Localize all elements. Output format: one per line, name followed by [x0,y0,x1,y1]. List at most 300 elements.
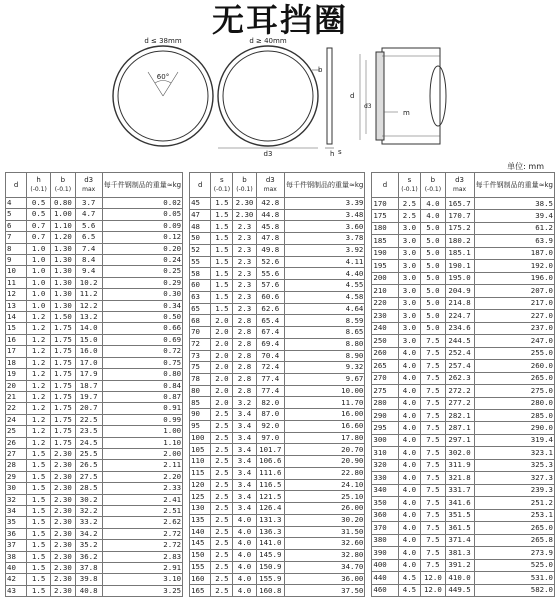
table-cell: 1.00 [51,209,76,220]
table-row [190,374,365,386]
table-cell: 1.30 [51,289,76,300]
column-header [51,173,76,198]
table-cell: 3.25 [102,585,182,596]
table-cell: 2.5 [211,409,233,421]
table-cell: 100 [190,432,211,444]
table-cell: 17.80 [284,432,364,444]
table-cell: 38 [6,551,27,562]
table-cell: 325.3 [474,459,554,471]
table-cell: 5.0 [421,297,445,309]
table-cell: 55.6 [256,268,284,280]
table-cell: 5.0 [421,247,445,259]
table-row [6,346,183,357]
table-cell: 130 [190,503,211,515]
table-cell: 1.75 [51,334,76,345]
table-cell: 3.0 [398,260,421,272]
table-cell: 2.30 [233,209,256,221]
table-cell: 4.0 [398,497,421,509]
table-row [6,209,183,220]
table-cell: 42 [6,574,27,585]
table-cell: 247.0 [474,335,554,347]
table-row [6,426,183,437]
table-row [6,403,183,414]
column-header-label: d [13,180,19,189]
table-cell: 32.80 [284,550,364,562]
table-cell: 35.2 [75,540,102,551]
table-cell: 3.4 [233,467,256,479]
column-header [190,173,211,198]
table-cell: 2.0 [211,350,233,362]
column-header-label: d3 [455,176,464,184]
table-cell: 2.5 [211,432,233,444]
column-header-sub: (-0.1) [401,186,418,193]
table-row [190,291,365,303]
table-cell: 290.0 [474,422,554,434]
table-cell: 381.3 [445,547,474,559]
table-cell: 2.72 [102,540,182,551]
table-cell: 1.5 [211,233,233,245]
table-cell: 3.4 [233,444,256,456]
table-cell: 224.7 [445,310,474,322]
table-cell: 4.58 [284,291,364,303]
column-header [398,173,421,198]
column-header [75,173,102,198]
table-row [190,338,365,350]
table-cell: 136.3 [256,526,284,538]
table-cell: 1.5 [211,268,233,280]
table-cell: 2.72 [102,528,182,539]
table-cell: 237.0 [474,322,554,334]
table-cell: 126.4 [256,503,284,515]
table-cell: 252.4 [445,347,474,359]
table-cell: 1.00 [102,426,182,437]
dim-m-label: m [403,109,410,117]
table-cell: 61.2 [474,222,554,234]
table-row [190,420,365,432]
table-row [190,327,365,339]
table-cell: 2.0 [211,315,233,327]
table-cell: 7.5 [421,509,445,521]
table-cell: 2.5 [211,420,233,432]
table-row [190,221,365,233]
table-cell: 2.0 [211,385,233,397]
table-cell: 47.8 [256,233,284,245]
table-cell: 12.0 [421,572,445,584]
table-cell: 5.0 [421,285,445,297]
table-cell: 2.5 [211,444,233,456]
table-cell: 27 [6,448,27,459]
table-cell: 1.30 [51,300,76,311]
table-cell: 4.0 [398,559,421,571]
table-row [372,198,555,210]
spec-table-2 [189,172,365,597]
table-cell: 7 [6,232,27,243]
table-cell: 22.80 [284,467,364,479]
table-cell: 92.0 [256,420,284,432]
table-cell: 440 [372,572,398,584]
table-cell: 400 [372,559,398,571]
table-cell: 275.0 [474,385,554,397]
table-cell: 1.5 [27,540,51,551]
table-cell: 10 [6,266,27,277]
table-cell: 1.5 [27,448,51,459]
table-cell: 11.2 [75,289,102,300]
column-header [102,173,182,198]
table-cell: 531.0 [474,572,554,584]
table-cell: 257.4 [445,360,474,372]
table-cell: 49.8 [256,244,284,256]
table-cell: 2.11 [102,460,182,471]
table-cell: 3.4 [233,479,256,491]
table-cell: 8.90 [284,350,364,362]
table-cell: 2.3 [233,256,256,268]
table-cell: 2.30 [51,494,76,505]
table-row [190,491,365,503]
table-row [190,233,365,245]
table-row [372,472,555,484]
table-cell: 75 [190,362,211,374]
table-cell: 310 [372,447,398,459]
table-cell: 272.2 [445,385,474,397]
table-cell: 1.75 [51,391,76,402]
table-cell: 341.6 [445,497,474,509]
table-cell: 90 [190,409,211,421]
table-cell: 2.0 [211,327,233,339]
table-cell: 95 [190,420,211,432]
table-cell: 65 [190,303,211,315]
table-row [190,268,365,280]
table-cell: 32.60 [284,538,364,550]
table-row [190,385,365,397]
table-cell: 12.0 [421,584,445,597]
table-cell: 1.10 [51,220,76,231]
table-cell: 234.6 [445,322,474,334]
table-cell: 3.4 [233,432,256,444]
table-cell: 19.7 [75,391,102,402]
table-cell: 1.20 [51,232,76,243]
table-row [6,289,183,300]
table-cell: 12.2 [75,300,102,311]
table-cell: 0.7 [27,232,51,243]
column-header [372,173,398,198]
table-cell: 3.0 [398,310,421,322]
table-row [372,210,555,222]
table-cell: 33.2 [75,517,102,528]
table-cell: 1.2 [27,426,51,437]
table-cell: 0.87 [102,391,182,402]
table-cell: 217.0 [474,297,554,309]
table-cell: 13.2 [75,312,102,323]
table-cell: 2.30 [51,574,76,585]
table-cell: 3.4 [233,420,256,432]
table-cell: 327.3 [474,472,554,484]
table-cell: 2.0 [211,374,233,386]
table-row [6,334,183,345]
table-cell: 1.2 [27,323,51,334]
table-row [372,584,555,597]
table-cell: 26 [6,437,27,448]
dim-h-label: h [330,150,335,158]
table-cell: 4.0 [398,459,421,471]
table-cell: 63 [190,291,211,303]
table-cell: 390 [372,547,398,559]
table-cell: 30.2 [75,494,102,505]
table-cell: 525.0 [474,559,554,571]
table-cell: 285.0 [474,409,554,421]
table-cell: 2.41 [102,494,182,505]
table-cell: 73 [190,350,211,362]
table-cell: 7.5 [421,459,445,471]
column-header-sub: (-0.1) [30,186,47,193]
table-cell: 4.0 [398,409,421,421]
table-row [372,509,555,521]
table-cell: 361.5 [445,522,474,534]
dim-s-label: s [338,148,342,156]
table-cell: 1.5 [27,517,51,528]
table-cell: 4.0 [398,522,421,534]
table-cell: 25.5 [75,448,102,459]
table-cell: 8.4 [75,255,102,266]
table-row [6,585,183,596]
table-cell: 2.8 [233,315,256,327]
table-cell: 28.5 [75,483,102,494]
table-cell: 3.4 [233,456,256,468]
table-cell: 60 [190,280,211,292]
table-row [190,244,365,256]
table-row [190,315,365,327]
table-row [372,285,555,297]
table-cell: 34.2 [75,528,102,539]
column-header-label: s [220,176,224,184]
table-cell: 1.5 [211,221,233,233]
table-row [190,585,365,597]
table-cell: 1.5 [27,563,51,574]
table-cell: 1.30 [51,277,76,288]
table-cell: 2.3 [233,280,256,292]
table-cell: 204.9 [445,285,474,297]
table-cell: 69.4 [256,338,284,350]
table-row [6,266,183,277]
table-cell: 3.92 [284,244,364,256]
column-header-sub: (-0.1) [213,186,231,193]
table-cell: 260.0 [474,360,554,372]
table-cell: 7.5 [421,484,445,496]
table-row [6,220,183,231]
table-cell: 87.0 [256,409,284,421]
shaft-assembly-view [350,48,446,144]
large-ring-label: d ≥ 40mm [249,37,287,45]
table-cell: 1.2 [27,414,51,425]
table-row [190,538,365,550]
table-cell: 17 [6,346,27,357]
table-cell: 3.0 [398,247,421,259]
column-header-label: b [430,176,436,184]
table-cell: 131.3 [256,514,284,526]
table-cell: 48 [190,221,211,233]
table-row [190,432,365,444]
column-header [445,173,474,198]
table-cell: 2.30 [51,528,76,539]
table-cell: 1.5 [27,471,51,482]
table-cell: 0.80 [102,369,182,380]
table-cell: 2.0 [211,397,233,409]
table-cell: 52 [190,244,211,256]
table-cell: 7.5 [421,385,445,397]
table-cell: 7.5 [421,335,445,347]
table-row [6,391,183,402]
table-cell: 23.5 [75,426,102,437]
table-cell: 4.5 [398,572,421,584]
table-cell: 2.30 [51,517,76,528]
table-cell: 3.4 [233,491,256,503]
table-cell: 370 [372,522,398,534]
table-cell: 2.3 [233,221,256,233]
table-cell: 2.3 [233,233,256,245]
table-cell: 5.0 [421,322,445,334]
table-cell: 4.0 [398,534,421,546]
table-cell: 9.4 [75,266,102,277]
table-cell: 22 [6,403,27,414]
table-cell: 17.0 [75,357,102,368]
table-cell: 253.1 [474,509,554,521]
table-cell: 121.5 [256,491,284,503]
table-cell: 2.30 [51,563,76,574]
table-cell: 5.0 [421,260,445,272]
spec-table-3 [371,172,555,597]
table-cell: 0.20 [102,243,182,254]
table-cell: 0.84 [102,380,182,391]
table-cell: 3.0 [398,335,421,347]
table-cell: 1.75 [51,357,76,368]
table-cell: 4.0 [233,550,256,562]
table-cell: 29 [6,471,27,482]
table-cell: 185 [372,235,398,247]
table-cell: 82.0 [256,397,284,409]
table-cell: 9.67 [284,374,364,386]
column-header-label: 每千件钢制品的重量≈kg [103,180,182,189]
table-cell: 1.2 [27,312,51,323]
table-cell: 1.2 [27,380,51,391]
table-cell: 4.0 [398,434,421,446]
table-cell: 1.75 [51,346,76,357]
table-cell: 1.75 [51,437,76,448]
column-header-label: 每千件钢制品的重量≈kg [475,180,553,189]
table-cell: 2.5 [211,467,233,479]
table-cell: 40.8 [75,585,102,596]
table-cell: 0.80 [51,198,76,209]
table-cell: 4.64 [284,303,364,315]
table-cell: 195 [372,260,398,272]
table-row [6,517,183,528]
table-cell: 125 [190,491,211,503]
spec-tables [5,172,555,597]
table-cell: 1.0 [27,255,51,266]
table-cell: 4.55 [284,280,364,292]
table-cell: 165 [190,585,211,597]
table-cell: 2.83 [102,551,182,562]
table-cell: 1.0 [27,243,51,254]
table-row [372,372,555,384]
table-cell: 410.0 [445,572,474,584]
table-cell: 4.0 [398,472,421,484]
table-cell: 8.59 [284,315,364,327]
table-cell: 1.2 [27,357,51,368]
table-row [372,409,555,421]
table-cell: 1.5 [211,198,233,210]
table-cell: 1.5 [27,551,51,562]
table-cell: 0.34 [102,300,182,311]
table-cell: 170 [372,198,398,210]
table-cell: 52.6 [256,256,284,268]
table-cell: 18 [6,357,27,368]
table-cell: 5.0 [421,272,445,284]
table-cell: 323.1 [474,447,554,459]
table-cell: 30 [6,483,27,494]
table-cell: 11 [6,277,27,288]
table-cell: 1.75 [51,380,76,391]
table-cell: 4.11 [284,256,364,268]
table-cell: 196.0 [474,272,554,284]
column-header-label: s [407,176,412,184]
table-cell: 60.6 [256,291,284,303]
table-cell: 120 [190,479,211,491]
table-cell: 260 [372,347,398,359]
table-cell: 105 [190,444,211,456]
table-row [6,471,183,482]
table-cell: 0.24 [102,255,182,266]
table-cell: 290 [372,409,398,421]
table-cell: 24 [6,414,27,425]
table-cell: 80 [190,385,211,397]
table-row [6,232,183,243]
table-cell: 4.0 [398,360,421,372]
table-cell: 2.30 [51,585,76,596]
table-cell: 63.9 [474,235,554,247]
table-cell: 0.7 [27,220,51,231]
table-cell: 45.8 [256,221,284,233]
table-cell: 297.1 [445,434,474,446]
table-cell: 150 [190,550,211,562]
table-cell: 0.5 [27,198,51,209]
small-ring-figure [113,37,213,146]
table-cell: 0.5 [27,209,51,220]
table-cell: 2.5 [211,573,233,585]
table-cell: 220 [372,297,398,309]
table-cell: 4.0 [398,509,421,521]
table-cell: 4.0 [398,484,421,496]
table-cell: 175 [372,210,398,222]
table-cell: 25 [6,426,27,437]
table-cell: 27.5 [75,471,102,482]
table-cell: 47 [190,209,211,221]
table-cell: 1.75 [51,369,76,380]
table-cell: 57.6 [256,280,284,292]
table-cell: 1.2 [27,334,51,345]
table-cell: 43 [6,585,27,596]
table-cell: 273.9 [474,547,554,559]
table-row [372,235,555,247]
table-cell: 180 [372,222,398,234]
table-row [372,247,555,259]
table-row [372,547,555,559]
table-row [372,422,555,434]
dim-b-label: b [318,66,323,74]
table-cell: 97.0 [256,432,284,444]
table-cell: 8 [6,243,27,254]
table-cell: 2.30 [233,198,256,210]
table-cell: 39.4 [474,210,554,222]
table-cell: 4.0 [398,547,421,559]
